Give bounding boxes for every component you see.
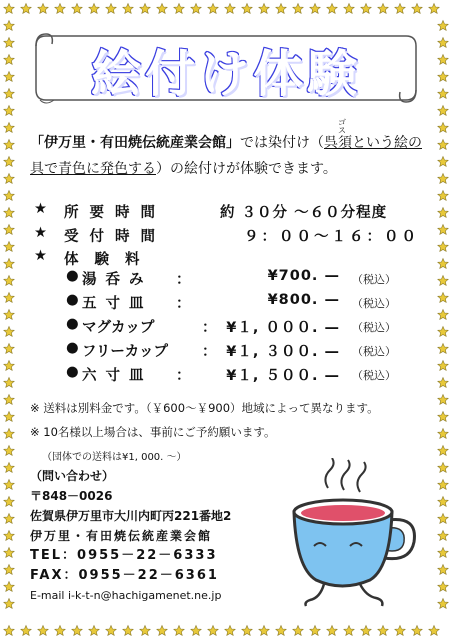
border-star-icon <box>438 208 448 218</box>
hours-label: 受付時間 <box>64 229 166 245</box>
border-star-icon <box>344 4 354 14</box>
price-colon: ： <box>176 296 191 312</box>
price-colon: ： <box>202 344 217 360</box>
border-star-icon <box>438 582 448 592</box>
border-star-icon <box>438 55 448 65</box>
border-star-icon <box>438 259 448 269</box>
border-star-icon <box>4 123 14 133</box>
email-link[interactable]: E-mail i-k-t-n@hachigamenet.ne.jp <box>30 589 222 602</box>
gosu-word <box>324 118 352 156</box>
price-row <box>66 364 396 384</box>
gosu-ruby: ゴス <box>338 118 349 135</box>
border-star-icon <box>4 106 14 116</box>
border-star-icon <box>438 140 448 150</box>
border-star-icon <box>412 626 422 636</box>
border-star-icon <box>4 429 14 439</box>
border-star-icon <box>4 582 14 592</box>
border-star-icon <box>438 480 448 490</box>
border-star-icon <box>21 626 31 636</box>
border-star-icon <box>4 72 14 82</box>
border-star-icon <box>378 4 388 14</box>
border-star-icon <box>4 259 14 269</box>
teacup-illustration-icon <box>280 458 430 608</box>
border-star-icon <box>4 446 14 456</box>
border-star-icon <box>259 626 269 636</box>
intro-part-4: ）の絵付けが体験できます。 <box>156 161 337 177</box>
price-row <box>66 316 396 336</box>
border-star-icon <box>4 361 14 371</box>
border-star-icon <box>157 4 167 14</box>
border-star-icon <box>438 38 448 48</box>
intro-text <box>30 118 430 182</box>
border-star-icon <box>293 626 303 636</box>
border-star-icon <box>4 378 14 388</box>
star-bullet-icon: ★ <box>34 248 47 264</box>
border-star-icon <box>4 344 14 354</box>
border-star-icon <box>438 242 448 252</box>
price-colon: ： <box>202 320 217 336</box>
border-star-icon <box>438 463 448 473</box>
border-star-icon <box>276 4 286 14</box>
contact-block <box>30 466 231 606</box>
border-star-icon <box>4 412 14 422</box>
intro-part-3: 具で青色に発色する <box>30 161 156 177</box>
border-star-icon <box>429 626 439 636</box>
border-star-icon <box>157 626 167 636</box>
price-amount: ¥１, ５００. — <box>226 368 340 384</box>
price-tax: （税込） <box>352 297 396 310</box>
postal-code: 〒848－0026 <box>30 489 113 503</box>
border-star-icon <box>438 378 448 388</box>
border-star-icon <box>140 626 150 636</box>
border-star-icon <box>438 548 448 558</box>
border-star-icon <box>4 38 14 48</box>
border-star-icon <box>4 565 14 575</box>
border-star-icon <box>438 157 448 167</box>
border-star-icon <box>276 626 286 636</box>
border-star-icon <box>4 4 14 14</box>
intro-part-2: という絵の <box>352 135 422 151</box>
border-star-icon <box>4 480 14 490</box>
circle-bullet-icon: ● <box>66 364 79 380</box>
group-fee-note: （団体での送料は¥1, 000. ～） <box>42 452 187 463</box>
border-star-icon <box>438 276 448 286</box>
border-star-icon <box>191 4 201 14</box>
star-bullet-icon: ★ <box>34 201 47 217</box>
hours-value: ９：００～１６：００ <box>244 229 419 245</box>
fax-number: FAX：0955－22－6361 <box>30 568 219 583</box>
border-star-icon <box>438 327 448 337</box>
border-star-icon <box>378 626 388 636</box>
border-star-icon <box>55 4 65 14</box>
contact-heading: （問い合わせ） <box>30 469 115 483</box>
title-banner <box>34 28 418 108</box>
border-star-icon <box>438 21 448 31</box>
border-star-icon <box>438 191 448 201</box>
border-star-icon <box>4 548 14 558</box>
border-star-icon <box>4 208 14 218</box>
border-star-icon <box>438 395 448 405</box>
border-star-icon <box>4 157 14 167</box>
border-star-icon <box>395 4 405 14</box>
border-star-icon <box>438 344 448 354</box>
border-star-icon <box>21 4 31 14</box>
price-row <box>66 340 396 360</box>
price-colon: ： <box>176 272 191 288</box>
border-star-icon <box>208 4 218 14</box>
border-star-icon <box>4 599 14 609</box>
border-star-icon <box>438 514 448 524</box>
border-star-icon <box>225 4 235 14</box>
border-star-icon <box>438 174 448 184</box>
border-star-icon <box>123 4 133 14</box>
price-item-name: フリーカップ <box>82 344 168 360</box>
page-title: 絵付け体験 <box>91 45 361 103</box>
border-star-icon <box>55 626 65 636</box>
border-star-icon <box>438 497 448 507</box>
border-star-icon <box>429 4 439 14</box>
price-tax: （税込） <box>352 345 396 358</box>
border-star-icon <box>361 4 371 14</box>
border-star-icon <box>412 4 422 14</box>
border-star-icon <box>344 626 354 636</box>
border-star-icon <box>395 626 405 636</box>
border-star-icon <box>4 327 14 337</box>
circle-bullet-icon: ● <box>66 292 79 308</box>
flyer <box>18 18 434 622</box>
border-star-icon <box>191 626 201 636</box>
border-star-icon <box>327 4 337 14</box>
price-amount: ¥800. — <box>267 292 340 308</box>
price-colon: ： <box>176 368 191 384</box>
fee-label: 体験料 <box>64 252 156 268</box>
border-star-icon <box>438 106 448 116</box>
duration-value: 約 ３０分 ～６０分程度 <box>220 205 388 221</box>
price-item-name: 六寸皿 <box>82 368 153 384</box>
price-amount: ¥１, ３００. — <box>226 344 340 360</box>
border-star-icon <box>4 55 14 65</box>
border-star-icon <box>4 497 14 507</box>
border-star-icon <box>208 626 218 636</box>
border-star-icon <box>72 4 82 14</box>
border-star-icon <box>242 4 252 14</box>
border-star-icon <box>310 4 320 14</box>
duration-label: 所要時間 <box>64 205 166 221</box>
border-star-icon <box>438 293 448 303</box>
price-row <box>66 268 396 288</box>
border-star-icon <box>72 626 82 636</box>
border-star-icon <box>438 310 448 320</box>
border-star-icon <box>4 626 14 636</box>
price-row <box>66 292 396 312</box>
border-star-icon <box>174 626 184 636</box>
border-star-icon <box>438 531 448 541</box>
border-star-icon <box>438 412 448 422</box>
star-bullet-icon: ★ <box>34 225 47 241</box>
border-star-icon <box>140 4 150 14</box>
border-star-icon <box>4 293 14 303</box>
price-tax: （税込） <box>352 369 396 382</box>
border-star-icon <box>310 626 320 636</box>
border-star-icon <box>438 429 448 439</box>
border-star-icon <box>4 531 14 541</box>
border-star-icon <box>4 225 14 235</box>
border-star-icon <box>225 626 235 636</box>
border-star-icon <box>438 361 448 371</box>
border-star-icon <box>293 4 303 14</box>
gosu-kanji: 呉須 <box>324 135 352 151</box>
border-star-icon <box>4 276 14 286</box>
border-star-icon <box>106 4 116 14</box>
circle-bullet-icon: ● <box>66 316 79 332</box>
border-star-icon <box>438 89 448 99</box>
border-star-icon <box>4 191 14 201</box>
border-star-icon <box>123 626 133 636</box>
border-star-icon <box>4 174 14 184</box>
address: 佐賀県伊万里市大川内町丙221番地2 <box>30 509 232 523</box>
border-star-icon <box>89 626 99 636</box>
border-star-icon <box>438 565 448 575</box>
circle-bullet-icon: ● <box>66 340 79 356</box>
border-star-icon <box>174 4 184 14</box>
org-name: 「伊万里・有田焼伝統産業会館」 <box>30 135 240 151</box>
border-star-icon <box>4 140 14 150</box>
shipping-note: ※ 送料は別料金です。（￥600～￥900）地域によって異なります。 <box>30 401 379 415</box>
border-star-icon <box>106 626 116 636</box>
border-star-icon <box>438 72 448 82</box>
price-amount: ¥１, ０００. — <box>226 320 340 336</box>
price-item-name: マグカップ <box>82 320 155 336</box>
border-star-icon <box>438 599 448 609</box>
price-tax: （税込） <box>352 321 396 334</box>
border-star-icon <box>89 4 99 14</box>
border-star-icon <box>438 446 448 456</box>
border-star-icon <box>4 89 14 99</box>
intro-part-1: では染付け（ <box>240 135 324 151</box>
price-amount: ¥700. — <box>267 268 340 284</box>
border-star-icon <box>4 242 14 252</box>
border-star-icon <box>259 4 269 14</box>
circle-bullet-icon: ● <box>66 268 79 284</box>
border-star-icon <box>327 626 337 636</box>
border-star-icon <box>242 626 252 636</box>
border-star-icon <box>361 626 371 636</box>
border-star-icon <box>38 4 48 14</box>
border-star-icon <box>4 463 14 473</box>
border-star-icon <box>4 514 14 524</box>
price-item-name: 湯呑み <box>82 272 153 288</box>
border-star-icon <box>4 21 14 31</box>
border-star-icon <box>438 225 448 235</box>
tel-number: TEL：0955－22－6333 <box>30 548 218 563</box>
price-tax: （税込） <box>352 273 396 286</box>
border-star-icon <box>38 626 48 636</box>
group-note: ※ 10名様以上場合は、事前にご予約願います。 <box>30 425 276 439</box>
border-star-icon <box>4 395 14 405</box>
border-star-icon <box>438 123 448 133</box>
org-name-contact: 伊万里・有田焼伝統産業会館 <box>30 529 213 543</box>
price-item-name: 五寸皿 <box>82 296 153 312</box>
border-star-icon <box>4 310 14 320</box>
